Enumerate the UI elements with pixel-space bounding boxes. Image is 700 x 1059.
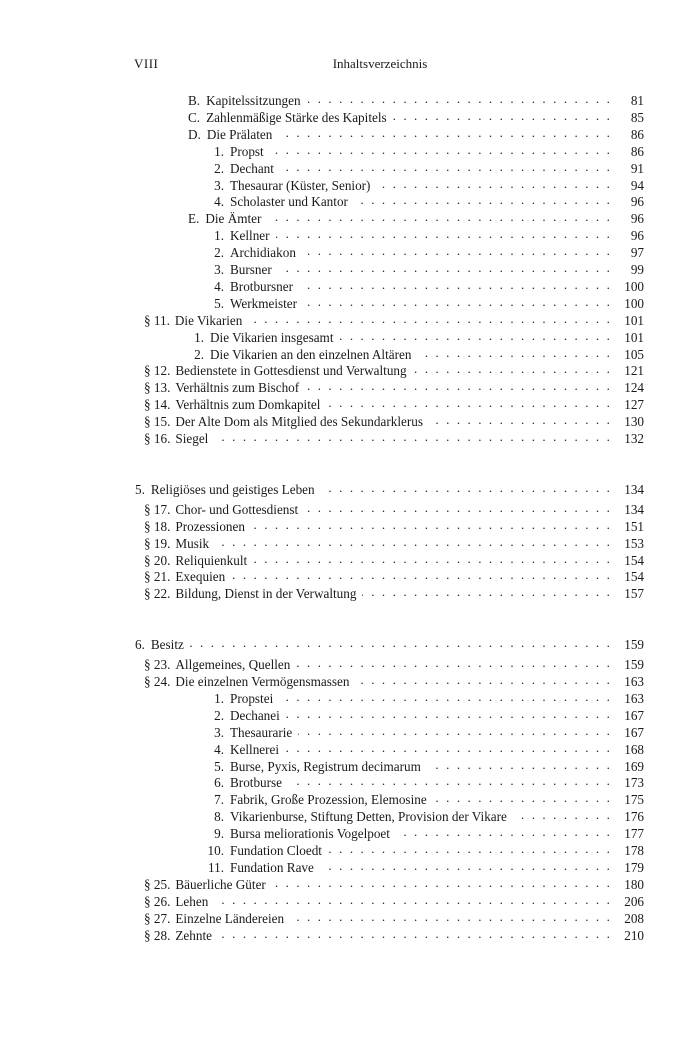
toc-entry-title: Zahlenmäßige Stärke des Kapitels: [206, 109, 387, 125]
toc-entry: [144, 502, 644, 519]
toc-entry-number: § 21.: [144, 569, 171, 585]
dot-leader: [290, 913, 612, 923]
toc-entry-page: 153: [624, 535, 644, 551]
toc-entry-page: 157: [624, 586, 644, 602]
toc-entry: [135, 637, 644, 654]
toc-entry-page: 101: [624, 312, 644, 328]
toc-entry-title: Prozessionen: [175, 518, 245, 534]
toc-entry-number: § 26.: [144, 893, 171, 909]
dot-leader: [267, 213, 612, 223]
toc-entry-page: 81: [630, 93, 644, 108]
dot-leader: [417, 349, 612, 359]
toc-entry-page: 154: [624, 569, 644, 585]
dot-leader: [215, 538, 612, 548]
toc-entry-page: 121: [624, 363, 644, 379]
toc-entry-page: 167: [624, 707, 644, 723]
toc-entry-title: Allgemeines, Quellen: [175, 657, 291, 673]
dot-leader: [296, 659, 612, 669]
toc-entry-number: 5.: [135, 481, 145, 497]
toc-entry-number: § 25.: [144, 876, 171, 892]
toc-entry-page: 85: [630, 109, 644, 125]
toc-entry-title: Scholaster und Kantor: [230, 194, 348, 210]
dot-leader: [393, 112, 612, 122]
toc-entry-title: Vikarienburse, Stiftung Detten, Provision der Vikare: [230, 809, 507, 825]
toc-entry: [144, 313, 644, 330]
toc-entry: [135, 482, 644, 499]
toc-entry: [144, 397, 644, 414]
toc-entry: [206, 792, 644, 809]
toc-entry-page: 99: [630, 262, 644, 277]
toc-entry-number: § 28.: [144, 927, 171, 943]
toc-entry-page: 94: [630, 177, 644, 193]
toc-entry-number: D.: [188, 126, 201, 142]
toc-entry-number: 4.: [214, 741, 224, 757]
toc-entry-title: Brotbursner: [230, 278, 293, 294]
toc-entry-title: Bildung, Dienst in der Verwaltung: [175, 586, 357, 602]
toc-entry-title: Besitz: [150, 637, 184, 653]
dot-leader: [307, 95, 612, 105]
toc-entry: [188, 211, 644, 228]
toc-entry-number: 6.: [214, 775, 224, 791]
toc-entry-number: 3.: [214, 262, 224, 277]
dot-leader: [251, 521, 612, 531]
dot-leader: [248, 315, 612, 325]
toc-entry-number: 10.: [207, 843, 224, 858]
toc-entry: [206, 860, 644, 877]
toc-entry-page: 176: [624, 809, 644, 825]
toc-entry-page: 167: [624, 724, 644, 740]
toc-entry-number: § 20.: [144, 552, 171, 568]
toc-entry-title: Bursner: [230, 262, 272, 277]
toc-entry-title: Bäuerliche Güter: [175, 876, 266, 892]
toc-entry-number: 2.: [194, 346, 204, 362]
toc-entry-number: 1.: [194, 329, 204, 345]
toc-entry-page: 134: [624, 481, 644, 497]
toc-entry: [206, 245, 644, 262]
toc-entry-page: 159: [624, 637, 644, 653]
toc-entry-page: 127: [624, 397, 644, 413]
toc-entry-title: Reliquienkult: [175, 552, 248, 568]
toc-entry-page: 86: [630, 126, 644, 142]
dot-leader: [328, 845, 612, 855]
toc-entry: [206, 759, 644, 776]
toc-entry-title: Die Vikarien: [174, 312, 243, 328]
toc-entry: [144, 894, 644, 911]
toc-entry-number: 5.: [214, 758, 224, 774]
toc-entry: [144, 674, 644, 691]
toc-entry-page: 208: [624, 910, 644, 926]
dot-leader: [276, 230, 612, 240]
toc-entry-title: Thesaurar (Küster, Senior): [230, 177, 371, 193]
toc-entry-number: 9.: [214, 826, 224, 842]
toc-entry-number: § 23.: [144, 657, 171, 673]
toc-entry-page: 151: [624, 518, 644, 534]
dot-leader: [298, 727, 612, 737]
toc-entry-number: 6.: [135, 637, 145, 653]
toc-entry-page: 179: [624, 859, 644, 875]
toc-entry: [144, 586, 644, 603]
toc-entry: [206, 775, 644, 792]
dot-leader: [326, 399, 612, 409]
toc-entry: [206, 228, 644, 245]
toc-entry-number: 11.: [208, 859, 224, 875]
toc-entry-title: Kellner: [230, 228, 270, 244]
toc-entry: [188, 110, 644, 127]
toc-entry: [206, 708, 644, 725]
toc-entry-page: 178: [624, 843, 644, 858]
running-title: Inhaltsverzeichnis: [332, 56, 428, 71]
toc-entry-title: Propstei: [230, 690, 274, 706]
toc-entry-title: Zehnte: [175, 927, 212, 943]
toc-entry: [144, 380, 644, 397]
dot-leader: [278, 264, 612, 274]
toc-entry: [188, 127, 644, 144]
toc-entry-title: Chor- und Gottesdienst: [175, 501, 299, 517]
toc-entry: [206, 161, 644, 178]
toc-entry-number: B.: [188, 93, 201, 108]
toc-entry-page: 177: [624, 826, 644, 842]
dot-leader: [190, 639, 612, 649]
dot-leader: [413, 365, 612, 375]
dot-leader: [270, 146, 612, 156]
toc-entry: [144, 877, 644, 894]
toc-entry-number: 3.: [214, 724, 224, 740]
toc-entry-title: Dechanei: [230, 707, 280, 723]
toc-entry: [144, 431, 644, 448]
toc-entry-title: Kellnerei: [230, 741, 280, 757]
toc-entry-title: Burse, Pyxis, Registrum decimarum: [230, 758, 421, 774]
dot-leader: [321, 484, 612, 494]
toc-entry-page: 100: [624, 295, 644, 311]
toc-entry-page: 163: [624, 674, 644, 689]
toc-entry: [144, 519, 644, 536]
toc-entry-number: § 13.: [144, 380, 171, 396]
toc-entry: [206, 691, 644, 708]
toc-entry: [206, 725, 644, 742]
dot-leader: [355, 676, 612, 686]
dot-leader: [513, 811, 612, 821]
toc-entry-title: Werkmeister: [230, 295, 298, 311]
toc-entry-number: § 22.: [144, 586, 171, 602]
toc-entry: [144, 657, 644, 674]
dot-leader: [429, 416, 612, 426]
toc-entry-title: Dechant: [230, 160, 274, 176]
toc-entry: [144, 414, 644, 431]
toc-entry-title: Die Ämter: [205, 211, 262, 227]
toc-entry-page: 86: [630, 143, 644, 159]
toc-entry-number: 1.: [214, 690, 224, 706]
dot-leader: [396, 828, 612, 838]
toc-entry-number: § 18.: [144, 518, 171, 534]
toc-entry-number: § 17.: [144, 501, 171, 517]
toc-entry-number: 5.: [214, 295, 224, 311]
toc-entry-number: § 19.: [144, 535, 171, 551]
toc-entry: [206, 843, 644, 860]
toc-entry-page: 168: [624, 741, 644, 757]
toc-entry-title: Thesaurarie: [230, 724, 293, 740]
dot-leader: [320, 862, 612, 872]
dot-leader: [303, 298, 612, 308]
toc-entry-number: 2.: [214, 707, 224, 723]
dot-leader: [305, 382, 612, 392]
dot-leader: [278, 129, 612, 139]
toc-entry-number: 3.: [214, 177, 224, 193]
toc-entry-number: § 12.: [144, 363, 171, 379]
toc-entry-number: § 11.: [144, 312, 170, 328]
dot-leader: [362, 588, 612, 598]
dot-leader: [231, 571, 612, 581]
toc-entry-page: 96: [630, 228, 644, 244]
toc-entry-title: Siegel: [175, 431, 209, 446]
toc-entry-page: 124: [624, 380, 644, 396]
toc-entry-page: 154: [624, 552, 644, 568]
toc-entry-page: 163: [624, 690, 644, 706]
toc-entry: [144, 911, 644, 928]
toc-entry: [206, 262, 644, 279]
toc-entry-page: 96: [630, 211, 644, 227]
toc-entry: [206, 826, 644, 843]
toc-entry-page: 180: [624, 876, 644, 892]
toc-entry-page: 100: [624, 278, 644, 294]
dot-leader: [286, 710, 612, 720]
toc-entry-title: Die einzelnen Vermögensmassen: [175, 674, 350, 689]
dot-leader: [253, 555, 612, 565]
toc-entry-number: 4.: [214, 278, 224, 294]
toc-entry-number: 1.: [214, 228, 224, 244]
toc-entry-number: § 24.: [144, 674, 171, 689]
toc-entry-page: 210: [624, 927, 644, 943]
toc-entry-title: Bedienstete in Gottesdienst und Verwaltung: [175, 363, 407, 379]
dot-leader: [214, 896, 612, 906]
toc-entry: [144, 536, 644, 553]
toc-entry: [186, 330, 644, 347]
toc-entry: [188, 93, 644, 110]
toc-entry-page: 105: [624, 346, 644, 362]
toc-entry-number: 1.: [214, 143, 224, 159]
toc-entry-number: § 27.: [144, 910, 171, 926]
toc-entry-number: § 16.: [144, 431, 171, 446]
toc-entry-page: 134: [624, 501, 644, 517]
toc-entry-title: Die Vikarien insgesamt: [210, 329, 334, 345]
toc-entry: [206, 296, 644, 313]
dot-leader: [285, 744, 612, 754]
toc-entry: [206, 178, 644, 195]
toc-entry: [144, 553, 644, 570]
dot-leader: [299, 281, 612, 291]
dot-leader: [433, 794, 612, 804]
page-header: [0, 56, 700, 76]
toc-entry-title: Einzelne Ländereien: [175, 910, 285, 926]
dot-leader: [376, 180, 612, 190]
toc-entry: [144, 928, 644, 945]
toc-entry-title: Archidiakon: [230, 245, 296, 261]
toc-entry-title: Kapitelssitzungen: [206, 93, 301, 108]
toc-entry-title: Bursa meliorationis Vogelpoet: [230, 826, 390, 842]
toc-entry: [206, 809, 644, 826]
toc-entry-page: 175: [624, 792, 644, 808]
toc-entry: [206, 144, 644, 161]
toc-entry-title: Fundation Cloedt: [230, 843, 322, 858]
toc-entry-title: Fabrik, Große Prozession, Elemosine: [230, 792, 427, 808]
dot-leader: [214, 433, 612, 443]
dot-leader: [304, 504, 612, 514]
toc-entry-number: E.: [188, 211, 200, 227]
toc-entry-title: Musik: [175, 535, 210, 551]
toc-entry-title: Der Alte Dom als Mitglied des Sekundarklerus: [175, 414, 423, 430]
toc-entry-number: § 14.: [144, 397, 171, 413]
dot-leader: [288, 777, 612, 787]
dot-leader: [339, 332, 612, 342]
toc-entry-title: Die Prälaten: [206, 126, 273, 142]
toc-entry-page: 206: [624, 893, 644, 909]
toc-entry-number: 2.: [214, 245, 224, 261]
toc-entry: [144, 569, 644, 586]
toc-entry-number: 8.: [214, 809, 224, 825]
toc-entry: [144, 363, 644, 380]
toc-entry-page: 159: [624, 657, 644, 673]
dot-leader: [302, 247, 612, 257]
toc-entry-title: Verhältnis zum Bischof: [175, 380, 300, 396]
toc-entry-title: Verhältnis zum Domkapitel: [175, 397, 321, 413]
toc-entry-page: 132: [624, 431, 644, 446]
toc-entry-page: 101: [624, 329, 644, 345]
dot-leader: [427, 761, 612, 771]
dot-leader: [280, 163, 612, 173]
dot-leader: [218, 930, 612, 940]
toc-entry-page: 173: [624, 775, 644, 791]
toc-entry-title: Fundation Rave: [230, 859, 314, 875]
toc-entry-number: C.: [188, 109, 201, 125]
toc-entry-title: Exequien: [175, 569, 226, 585]
toc-entry-page: 169: [624, 758, 644, 774]
toc-entry: [206, 742, 644, 759]
toc-entry: [186, 347, 644, 364]
toc-entry-title: Brotburse: [230, 775, 283, 791]
dot-leader: [279, 693, 612, 703]
dot-leader: [354, 196, 612, 206]
toc-entry: [206, 279, 644, 296]
toc-entry-number: 7.: [214, 792, 224, 808]
toc-entry-page: 97: [630, 245, 644, 261]
toc-entry-title: Propst: [230, 143, 264, 159]
page-number: VIII: [134, 56, 159, 71]
toc-entry-number: 2.: [214, 160, 224, 176]
toc-entry-title: Lehen: [175, 893, 209, 909]
toc-entry-title: Die Vikarien an den einzelnen Altären: [210, 346, 412, 362]
dot-leader: [272, 879, 612, 889]
toc-entry-number: 4.: [214, 194, 224, 210]
toc-entry-title: Religiöses und geistiges Leben: [150, 481, 315, 497]
toc-entry-number: § 15.: [144, 414, 171, 430]
toc-entry-page: 96: [630, 194, 644, 210]
toc-entry-page: 130: [624, 414, 644, 430]
toc-entry: [206, 194, 644, 211]
toc-entry-page: 91: [630, 160, 644, 176]
